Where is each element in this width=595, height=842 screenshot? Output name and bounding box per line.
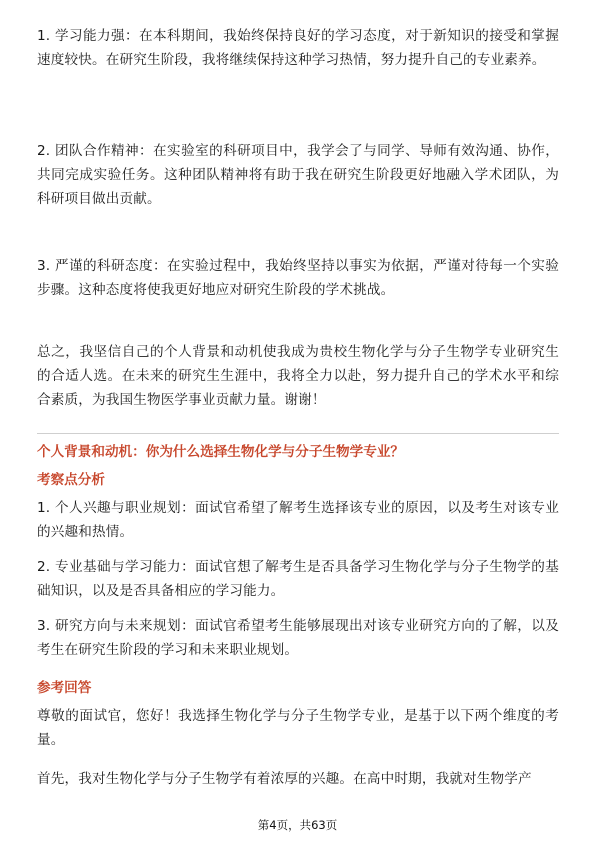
analysis-item-3: 3. 研究方向与未来规划：面试官希望考生能够展现出对该专业研究方向的了解，以及考生在研究生阶段的学习和未来职业规划。: [37, 618, 559, 658]
interview-question: 个人背景和动机：你为什么选择生物化学与分子生物学专业？: [37, 444, 405, 460]
conclusion-paragraph: 总之，我坚信自己的个人背景和动机使我成为贵校生物化学与分子生物学专业研究生的合适人选。在未来的研究生生涯中，我将全力以赴，努力提升自己的学术水平和综合素质，为我国生物医学事业贡献力量。谢谢！: [37, 344, 559, 408]
strength-point-1: 1. 学习能力强：在本科期间，我始终保持良好的学习态度，对于新知识的接受和掌握速度较快。在研究生阶段，我将继续保持这种学习热情，努力提升自己的专业素养。: [37, 28, 559, 68]
page-number: 第4页，共63页: [257, 818, 338, 832]
analysis-item-1: 1. 个人兴趣与职业规划：面试官希望了解考生选择该专业的原因，以及考生对该专业的兴趣和热情。: [37, 500, 559, 540]
analysis-heading: 考察点分析: [37, 472, 105, 488]
section-divider: [37, 433, 559, 434]
strength-point-3: 3. 严谨的科研态度：在实验过程中，我始终坚持以事实为依据，严谨对待每一个实验步骤。这种态度将使我更好地应对研究生阶段的学术挑战。: [37, 258, 559, 298]
reference-first-point: 首先，我对生物化学与分子生物学有着浓厚的兴趣。在高中时期，我就对生物学产: [37, 771, 532, 787]
reference-heading: 参考回答: [37, 680, 92, 696]
analysis-item-2: 2. 专业基础与学习能力：面试官想了解考生是否具备学习生物化学与分子生物学的基础知识，以及是否具备相应的学习能力。: [37, 559, 559, 599]
strength-point-2: 2. 团队合作精神：在实验室的科研项目中，我学会了与同学、导师有效沟通、协作，共同完成实验任务。这种团队精神将有助于我在研究生阶段更好地融入学术团队，为科研项目做出贡献。: [37, 143, 559, 207]
reference-intro: 尊敬的面试官，您好！我选择生物化学与分子生物学专业，是基于以下两个维度的考量。: [37, 708, 559, 748]
